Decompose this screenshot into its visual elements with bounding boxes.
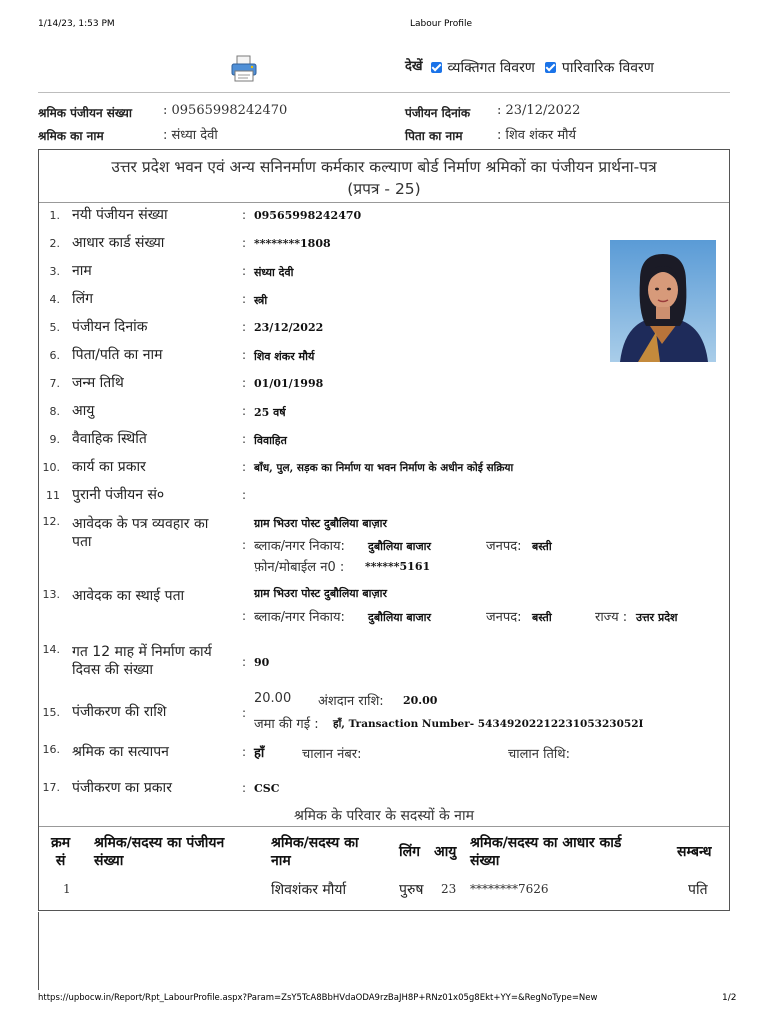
print-footer-page: 1/2	[722, 993, 737, 1003]
permanent-state-label: राज्य :	[595, 610, 628, 625]
permanent-state-value: उत्तर प्रदेश	[636, 611, 678, 624]
row-value: विवाहित	[254, 434, 287, 447]
row-label: नयी पंजीयन संख्या	[72, 207, 168, 223]
print-datetime: 1/14/23, 1:53 PM	[38, 19, 115, 29]
form-title-line2: (प्रपत्र - 25)	[347, 180, 421, 198]
row-colon: :	[242, 488, 247, 502]
row-label: कार्य का प्रकार	[72, 459, 146, 475]
row-label	[72, 643, 212, 679]
fee-paid-value: हाँ, Transaction Number- 5434920221223105323052I	[333, 718, 644, 730]
family-col-name	[271, 834, 359, 870]
row-colon: :	[242, 208, 247, 222]
print-page-title: Labour Profile	[410, 19, 472, 29]
form-title-line1: उत्तर प्रदेश भवन एवं अन्य सनिनर्माण कर्मकार कल्याण बोर्ड निर्माण श्रमिकों का पंजीयन प्रार्थना-पत्र	[111, 158, 657, 176]
correspondence-block-value: दुबौलिया बाजार	[368, 540, 431, 553]
fee-contribution-value: 20.00	[403, 694, 438, 707]
checkbox-personal-details[interactable]	[431, 62, 442, 73]
row-number: 12.	[42, 515, 60, 528]
row-label: पुरानी पंजीयन सं०	[72, 487, 165, 503]
row-colon: :	[242, 609, 247, 623]
family-col-reg-no	[94, 834, 224, 870]
checkbox-family-details-label[interactable]: पारिवारिक विवरण	[561, 60, 654, 76]
permanent-block-value: दुबौलिया बाजार	[368, 611, 431, 624]
row-number: 16.	[42, 743, 60, 756]
family-col-reg-no-line2: संख्या	[94, 853, 124, 869]
family-col-reg-no-line1: श्रमिक/सदस्य का पंजीयन	[94, 835, 225, 851]
row-colon: :	[242, 348, 247, 362]
row-value: ********1808	[254, 237, 331, 250]
correspondence-address: ग्राम भिउरा पोस्ट दुबौलिया बाज़ार	[254, 517, 387, 530]
row-value: 09565998242470	[254, 209, 362, 222]
form-title	[38, 156, 730, 200]
correspondence-district-value: बस्ती	[532, 540, 552, 553]
summary-name-value: : संध्या देवी	[163, 128, 218, 143]
row-colon: :	[242, 292, 247, 306]
row-colon: :	[242, 655, 247, 669]
row-colon: :	[242, 745, 247, 759]
family-section-divider	[39, 826, 729, 827]
row-label: पंजीयन दिनांक	[72, 319, 148, 335]
challan-date-label: चालान तिथि:	[508, 747, 570, 762]
family-col-aadhaar-line2: संख्या	[470, 853, 500, 869]
row-colon: :	[242, 264, 247, 278]
family-row-aadhaar: ********7626	[470, 882, 549, 896]
view-options	[405, 58, 654, 77]
row-number: 4.	[49, 293, 60, 306]
verification-value: हाँ	[254, 746, 265, 761]
checkbox-family-details[interactable]	[545, 62, 556, 73]
family-row-relation: पति	[688, 882, 708, 898]
summary-reg-no-value: : 09565998242470	[163, 103, 288, 118]
row-number: 17.	[42, 781, 60, 794]
row-number: 13.	[42, 588, 60, 601]
row-number: 6.	[49, 349, 60, 362]
correspondence-phone-label: फ़ोन/मोबाईल न0 :	[254, 560, 345, 575]
row-label-line1: गत 12 माह में निर्माण कार्य	[72, 644, 212, 660]
summary-reg-date-label: पंजीयन दिनांक	[405, 106, 471, 120]
row-number: 5.	[49, 321, 60, 334]
summary-reg-no-label: श्रमिक पंजीयन संख्या	[38, 106, 133, 120]
row-colon: :	[242, 538, 247, 552]
row-value: 01/01/1998	[254, 377, 324, 390]
family-col-serial-line1: क्रम	[51, 835, 71, 851]
row-colon: :	[242, 781, 247, 795]
row-number: 11	[46, 489, 60, 502]
family-row-gender: पुरुष	[399, 882, 424, 898]
family-row-serial: 1	[63, 882, 71, 896]
row-label: पिता/पति का नाम	[72, 347, 163, 363]
row-value: बाँध, पुल, सड़क का निर्माण या भवन निर्माण के अधीन कोई सक्रिया	[254, 462, 514, 474]
correspondence-block-label: ब्लाक/नगर निकाय:	[254, 539, 345, 554]
fee-contribution-label: अंशदान राशि:	[318, 694, 384, 709]
print-footer-url: https://upbocw.in/Report/Rpt_LabourProfile.aspx?Param=ZsY5TcA8BbHVdaODA9rzBaJH8P+RNz01x05g8Ekt+YY=&RegNoType=New	[38, 993, 598, 1003]
permanent-address: ग्राम भिउरा पोस्ट दुबौलिया बाज़ार	[254, 587, 387, 600]
family-row-age: 23	[441, 882, 457, 896]
row-number: 3.	[49, 265, 60, 278]
row-number: 8.	[49, 405, 60, 418]
view-label: देखें	[405, 58, 423, 74]
summary-name-label: श्रमिक का नाम	[38, 129, 104, 143]
row-number: 1.	[49, 209, 60, 222]
row-number: 10.	[42, 461, 60, 474]
row-label: पंजीकरण की राशि	[72, 704, 167, 720]
family-row-name: शिवशंकर मौर्या	[271, 882, 347, 898]
row-label: जन्म तिथि	[72, 375, 124, 391]
row-colon: :	[242, 376, 247, 390]
row-number: 2.	[49, 237, 60, 250]
form-title-divider	[39, 202, 729, 203]
family-col-relation: सम्बन्ध	[677, 844, 712, 860]
family-col-age: आयु	[434, 844, 457, 860]
row-label-line1: आवेदक के पत्र व्यवहार का	[72, 516, 209, 532]
family-col-aadhaar-line1: श्रमिक/सदस्य का आधार कार्ड	[470, 835, 622, 851]
family-col-serial	[51, 834, 70, 870]
row-label-line2: पता	[72, 534, 92, 550]
header-divider	[38, 92, 730, 93]
family-col-name-line2: नाम	[271, 853, 291, 869]
row-number: 14.	[42, 643, 60, 656]
row-value: 25 वर्ष	[254, 406, 286, 419]
form-frame-bottom	[38, 910, 730, 911]
challan-number-label: चालान नंबर:	[302, 747, 362, 762]
row-label: आयु	[72, 403, 95, 419]
fee-amount: 20.00	[254, 691, 292, 706]
row-value: CSC	[254, 782, 280, 795]
row-colon: :	[242, 236, 247, 250]
summary-father-value: : शिव शंकर मौर्य	[497, 128, 577, 143]
row-label: आवेदक का स्थाई पता	[72, 588, 185, 604]
row-label	[72, 515, 208, 551]
correspondence-district-label: जनपद:	[486, 539, 522, 554]
row-number: 9.	[49, 433, 60, 446]
summary-reg-date-value: : 23/12/2022	[497, 103, 581, 118]
summary-reg-no	[38, 104, 132, 121]
row-value: 23/12/2022	[254, 321, 324, 334]
row-label-line2: दिवस की संख्या	[72, 662, 153, 678]
row-value: स्त्री	[254, 294, 268, 307]
row-label: पंजीकरण का प्रकार	[72, 780, 172, 796]
row-number: 15.	[42, 706, 60, 719]
family-section-title: श्रमिक के परिवार के सदस्यों के नाम	[294, 808, 474, 824]
applicant-photo	[610, 240, 716, 362]
row-label: लिंग	[72, 291, 93, 307]
row-value: संध्या देवी	[254, 266, 294, 279]
printer-icon[interactable]	[229, 54, 259, 84]
row-colon: :	[242, 404, 247, 418]
permanent-district-value: बस्ती	[532, 611, 552, 624]
permanent-block-label: ब्लाक/नगर निकाय:	[254, 610, 345, 625]
permanent-district-label: जनपद:	[486, 610, 522, 625]
row-colon: :	[242, 320, 247, 334]
family-col-aadhaar	[470, 834, 621, 870]
family-col-serial-line2: सं	[55, 853, 66, 869]
row-value: शिव शंकर मौर्य	[254, 350, 315, 363]
checkbox-personal-details-label[interactable]: व्यक्तिगत विवरण	[447, 60, 535, 76]
row-colon: :	[242, 706, 247, 720]
row-label: श्रमिक का सत्यापन	[72, 744, 169, 760]
fee-paid-label: जमा की गई :	[254, 717, 319, 732]
row-label: नाम	[72, 263, 92, 279]
row-colon: :	[242, 460, 247, 474]
page-left-rule	[38, 912, 39, 990]
summary-father-label: पिता का नाम	[405, 129, 463, 143]
correspondence-phone-value: ******5161	[365, 560, 431, 573]
row-label: आधार कार्ड संख्या	[72, 235, 165, 251]
family-col-gender: लिंग	[399, 844, 420, 860]
row-colon: :	[242, 432, 247, 446]
family-col-name-line1: श्रमिक/सदस्य का	[271, 835, 359, 851]
row-number: 7.	[49, 377, 60, 390]
row-label: वैवाहिक स्थिति	[72, 431, 147, 447]
row-value: 90	[254, 656, 270, 669]
